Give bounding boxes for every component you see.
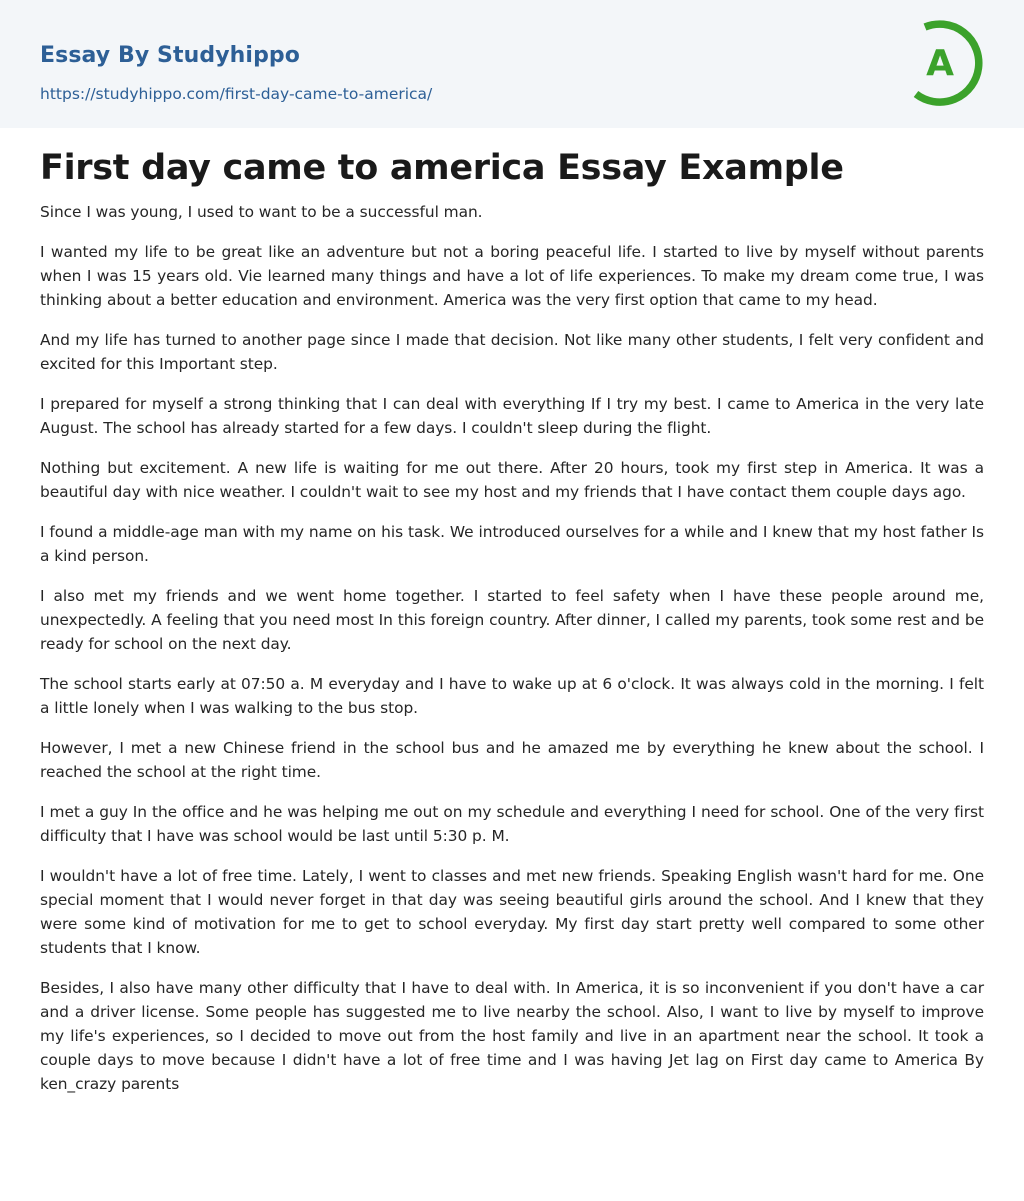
page-url-link[interactable]: https://studyhippo.com/first-day-came-to-america/ bbox=[40, 85, 433, 103]
essay-title: First day came to america Essay Example bbox=[40, 148, 844, 188]
essay-paragraph: And my life has turned to another page since I made that decision. Not like many other students, I felt very confident and excited for this Important step. bbox=[40, 331, 984, 373]
essay-body bbox=[40, 200, 984, 1112]
site-brand-link[interactable]: Essay By Studyhippo bbox=[40, 43, 300, 68]
essay-paragraph: Since I was young, I used to want to be a successful man. bbox=[40, 203, 483, 221]
essay-paragraph: I also met my friends and we went home together. I started to feel safety when I have these people around me, unexpectedly. A feeling that you need most In this foreign country. After dinner, I called my parents, took some rest and be ready for school on the next day. bbox=[40, 587, 984, 653]
essay-paragraph: The school starts early at 07:50 a. M everyday and I have to wake up at 6 o'clock. It was always cold in the morning. I felt a little lonely when I was walking to the bus stop. bbox=[40, 675, 984, 717]
essay-paragraph: I prepared for myself a strong thinking that I can deal with everything If I try my best. I came to America in the very late August. The school has already started for a few days. I couldn't sleep during the flight. bbox=[40, 395, 984, 437]
essay-paragraph: I met a guy In the office and he was helping me out on my schedule and everything I need for school. One of the very first difficulty that I have was school would be last until 5:30 p. M. bbox=[40, 803, 984, 845]
essay-paragraph: However, I met a new Chinese friend in the school bus and he amazed me by everything he knew about the school. I reached the school at the right time. bbox=[40, 739, 984, 781]
essay-paragraph: Besides, I also have many other difficulty that I have to deal with. In America, it is so inconvenient if you don't have a car and a driver license. Some people has suggested me to live nearby the school. Also, I want to live by myself to improve my life's experiences, so I decided to move out from the host family and live in an apartment near the school. It took a couple days to move because I didn't have a lot of free time and I was having Jet lag on First day came to America By ken_crazy parents bbox=[40, 979, 984, 1093]
essay-paragraph: I found a middle-age man with my name on his task. We introduced ourselves for a while and I knew that my host father Is a kind person. bbox=[40, 523, 984, 565]
essay-paragraph: I wanted my life to be great like an adventure but not a boring peaceful life. I started to live by myself without parents when I was 15 years old. Vie learned many things and have a lot of life experiences. To make my dream come true, I was thinking about a better education and environment. America was the very first option that came to my head. bbox=[40, 243, 984, 309]
essay-paragraph: Nothing but excitement. A new life is waiting for me out there. After 20 hours, took my first step in America. It was a beautiful day with nice weather. I couldn't wait to see my host and my friends that I have contact them couple days ago. bbox=[40, 459, 984, 501]
studyhippo-logo-icon[interactable] bbox=[904, 18, 990, 106]
logo-letter: A bbox=[926, 43, 954, 84]
essay-paragraph: I wouldn't have a lot of free time. Lately, I went to classes and met new friends. Speaking English wasn't hard for me. One special moment that I would never forget in that day was seeing beautiful girls around the school. And I knew that they were some kind of motivation for me to get to school everyday. My first day start pretty well compared to some other students that I know. bbox=[40, 867, 984, 957]
